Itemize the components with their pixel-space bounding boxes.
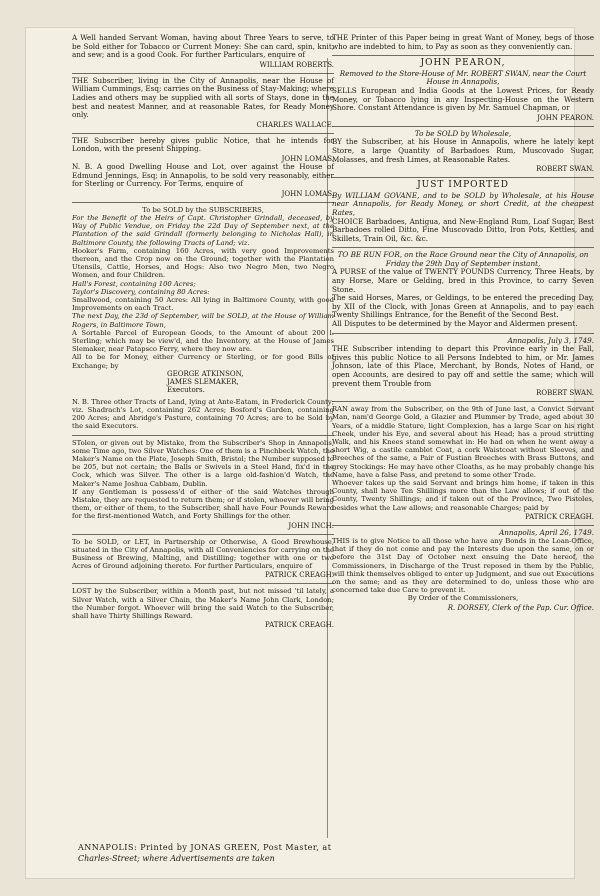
- ad-pearon: [332, 59, 594, 122]
- ad-text: LOST by the Subscriber, within a Month past, but not missed 'til lately, a Silver Watch, with a Silver Chain, the Maker's Name John Clark, London; the Number forgot. Whoever will bring the said Watch to the Subscriber, shall have Thirty Shillings Reward.: [72, 587, 334, 621]
- ad-text: THE Subscriber, living in the City of Annapolis, near the House of William Cummings, Esq; carries on the Business of Stay-Making; where Ladies and others may be supplied with all sorts of Stays, done in the best and neatest Manner, and at reasonable Rates, for Ready Money only.: [72, 75, 334, 120]
- ad-text: If any Gentleman is possess'd of either of the said Watches through Mistake, they are requested to return them; or if stolen, whoever will bring them, or either of them, to the Subscriber, shall have Four Pounds Reward for the first-mentioned Watch, and Forty Shillings for the other.: [72, 487, 334, 521]
- ad-brewhouse: [72, 538, 334, 580]
- ad-text: N. B. A good Dwelling House and Lot, over against the House of Edmund Jennings, Esq; in Annapolis, to be sold very reasonably, either for Sterling or Currency. For Terms, enquire of: [72, 161, 334, 189]
- ad-stay-making: [72, 77, 334, 129]
- ad-order: By Order of the Commissioners,: [407, 594, 519, 603]
- ad-text: Whoever takes up the said Servant and brings him home, if taken in this County, shall have Ten Shillings more than the Law allows; if out of the County, Twenty Shillings; and if taken out of the Province, Two Pistoles, besides what the Law allows; and reasonable Charges; paid by: [332, 479, 594, 512]
- ad-signature: JOHN LOMAS.: [281, 189, 334, 198]
- ad-lomas-notice: [72, 137, 334, 198]
- ad-signature: PATRICK CREAGH.: [265, 621, 334, 630]
- ad-body: Taylor's Discovery, containing 80 Acres:: [72, 287, 210, 296]
- ad-signature: CHARLES WALLACE.: [256, 120, 334, 129]
- ad-heading: To be SOLD by Wholesale,: [414, 128, 512, 138]
- executor-label: Executors.: [167, 385, 205, 394]
- right-column: [332, 34, 594, 616]
- ad-date: Annapolis, July 3, 1749.: [507, 335, 594, 345]
- imprint-footer: [78, 842, 578, 864]
- ad-race-purse: [332, 251, 594, 328]
- ad-loan-office: [332, 529, 594, 612]
- divider: [332, 247, 594, 248]
- ad-heading: To be SOLD by the SUBSCRIBERS,: [142, 205, 264, 214]
- ad-text: THE Printer of this Paper being in great Want of Money, begs of those who are indebted to him, to Pay as soon as they conveniently can.: [332, 33, 594, 51]
- ad-heading: TO BE RUN FOR, on the Race Ground near the City of Annapolis, on Friday the 29th Day of September instant,: [337, 250, 589, 268]
- divider: [72, 534, 334, 535]
- ad-body: Hooker's Farm, containing 160 Acres, with very good Improvements thereon, and the Crop now on the Ground; together with the Plantation Utensils, Cattle, Horses, and Hogs: Also two Negro Men, two Negro Women, and four Children.: [72, 246, 334, 280]
- ad-body: All to be for Money, either Currency or Sterling, or for good Bills of Exchange; by: [72, 353, 334, 370]
- ad-signature: ROBERT SWAN.: [536, 165, 594, 174]
- executor-name: GEORGE ATKINSON,: [167, 369, 244, 378]
- ad-text: SELLS European and India Goods at the Lowest Prices, for Ready Money, or Tobacco lying in any Inspecting-House on the Western Shore. Constant Attendance is given by Mr. Samuel Chapman, or: [332, 85, 594, 113]
- ad-text: BY the Subscriber, at his House in Annapolis, where he lately kept Store, a large Quantity of Barbadoes Rum, Muscovado Sugar, Molasses, and fresh Limes, at Reasonable Rates.: [332, 137, 594, 164]
- imprint-line: ANNAPOLIS: Printed by JONAS GREEN, Post Master, at: [78, 843, 332, 852]
- ad-text: STolen, or given out by Mistake, from the Subscriber's Shop in Annapolis, some Time ago, two Silver Watches: One of them is a Pinchbeck Watch, the Maker's Name on the Plate, Joseph Smith, Bristol; the Number supposed to be 205, but not certain; the Balls or Swivels in a Steel Hand, fix'd in the Cock, which was Silver. The other is a large old-fashion'd Watch, the Maker's Name Joshua Cabbam, Dublin.: [72, 438, 334, 488]
- ad-signature: ROBERT SWAN.: [536, 389, 594, 398]
- ad-stolen-watches: [72, 439, 334, 530]
- ad-signature: JOHN INCH.: [288, 521, 334, 530]
- ad-body: The next Day, the 23d of September, will be SOLD, at the House of William Rogers, in Baltimore Town,: [72, 312, 334, 329]
- ad-date: Annapolis, April 26, 1749.: [499, 527, 594, 537]
- divider: [72, 202, 334, 203]
- ad-text: A Well handed Servant Woman, having about Three Years to serve, to be Sold either for Tobacco or Current Money: She can card, spin, knit, and sew; and is a good Cook. For further Particulars, enquire of: [72, 33, 334, 60]
- divider: [72, 435, 334, 436]
- ad-lost-watch: [72, 587, 334, 629]
- ad-text: A PURSE of the value of TWENTY POUNDS Currency, Three Heats, by any Horse, Mare or Gelding, bred in this Province, to carry Seven Stone.: [332, 267, 594, 294]
- ad-govane-imports: [332, 181, 594, 243]
- ad-heading: JOHN PEARON,: [420, 58, 506, 69]
- ad-text: N. B. Three other Tracts of Land, lying at Ante-Eatam, in Frederick County; viz. Shadrach's Lot, containing 262 Acres; Bosford's Garden, containing 200 Acres; and Abridge's Pasture, containing 70 Acres; are to be Sold by the said Executors.: [72, 397, 334, 431]
- ad-signature: JOHN PEARON.: [537, 113, 594, 122]
- ad-intro: For the Benefit of the Heirs of Capt. Christopher Grindall, deceased, by Way of Public Vendue, on Friday the 22d Day of September next, at the Plantation of the said Grindall (formerly belonging to Nicholas Hall), in Baltimore County, the following Tracts of Land; viz.: [72, 213, 334, 247]
- ad-frederick-lands: [72, 398, 334, 431]
- ad-heading: JUST IMPORTED: [417, 180, 509, 191]
- ad-text: RAN away from the Subscriber, on the 9th of June last, a Convict Servant Man, nam'd George Gold, a Glazier and Plummer by Trade, aged about 30 Years, of a middle Stature, light Complexion, has a large Scar on his right Cheek, under his Eye, and several about his Head; has a proud strutting Walk, and his Knees stand somewhat in: He had on when he went away a short Wig, a castile camblet Coat, a cork Waistcoat without Sleeves, and Breeches of the same, a Pair of Fustian Breeches with Brass Buttons, and grey Stockings: He may have other Cloaths, as he may probably change his Name, have a false Pass, and pretend to some other Trade.: [332, 405, 594, 479]
- newspaper-page: [26, 28, 594, 878]
- ad-text: The said Horses, Mares, or Geldings, to be entered the preceding Day, by XII of the Clock, with Jonas Green at Annapolis, and to pay each Twenty Shillings Entrance, for the Benefit of the Second Best.: [332, 293, 594, 320]
- ad-subheading: By WILLIAM GOVANE, and to be SOLD by Wholesale, at his House near Annapolis, for Ready Money, or short Credit, at the cheapest Rates,: [332, 190, 594, 217]
- ad-body: Hall's Forest, containing 100 Acres;: [72, 279, 196, 288]
- ad-printer-notice: [332, 34, 594, 51]
- imprint-line: Charles-Street; where Advertisements are taken: [78, 854, 275, 863]
- divider: [72, 583, 334, 584]
- ad-text: THE Subscriber hereby gives public Notice, that he intends for London, with the present Shipping.: [72, 135, 334, 154]
- ad-body: A Sortable Parcel of European Goods, to the Amount of about 200 l. Sterling; which may be view'd, and the Inventory, at the House of James Slemaker, near Patapsco Ferry, where they now are.: [72, 328, 334, 354]
- left-column: [72, 34, 334, 633]
- ad-body: Smallwood, containing 50 Acres: All lying in Baltimore County, with good Improvements on each Tract.: [72, 295, 334, 313]
- executors: [167, 370, 334, 394]
- divider: [72, 73, 334, 74]
- ad-grindall-estate: [72, 206, 334, 394]
- ad-signature: R. DORSEY, Clerk of the Pap. Cur. Office.: [447, 603, 594, 612]
- ad-swan-wholesale: [332, 130, 594, 173]
- divider: [332, 177, 594, 178]
- ad-text: CHOICE Barbadoes, Antigua, and New-England Rum, Loaf Sugar, Best Barbadoes rolled Ditto, Fine Muscovado Ditto, Iron Pots, Kettles, and Skillets, Train Oil, &c. &c.: [332, 216, 594, 243]
- ad-text: THIS is to give Notice to all those who have any Bonds in the Loan-Office, that if they do not come and pay the Interests due upon the same, on or before the 31st Day of October next ensuing the Date hereof, the Commissioners, in Discharge of the Trust reposed in them by the Public, will think themselves obliged to enter up Judgment, and sue out Executions on the same; and as they are determined to do, unless those who are concerned take due Care to prevent it.: [332, 537, 594, 595]
- ad-signature: WILLIAM ROBERTS.: [259, 60, 334, 69]
- divider: [332, 126, 594, 127]
- ad-text: To be SOLD, or LET, in Partnership or Otherwise, A Good Brewhouse, situated in the City of Annapolis, with all Conveniencies for carrying on the Business of Brewing, Malting, and Distilling; together with one or two Acres of Ground adjoining thereto. For further Particulars, enquire of: [72, 537, 334, 571]
- ad-signature: PATRICK CREAGH.: [265, 571, 334, 580]
- ad-text: All Disputes to be determined by the Mayor and Aldermen present.: [332, 319, 578, 329]
- divider: [332, 55, 594, 56]
- executor-name: JAMES SLEMAKER,: [167, 377, 239, 386]
- divider: [332, 333, 594, 334]
- ad-signature: PATRICK CREAGH.: [525, 512, 594, 521]
- divider: [332, 401, 594, 402]
- ad-text: THE Subscriber intending to depart this Province early in the Fall, gives this public Notice to all Persons Indebted to him, or Mr. James Johnson, late of this Place, Merchant, by Bonds, Notes of Hand, or open Accounts, are desired to pay off and settle the same; which will prevent them Trouble from: [332, 344, 594, 388]
- ad-subheading: Removed to the Store-House of Mr. ROBERT SWAN, near the Court House in Annapolis,: [339, 68, 587, 87]
- ad-signature: JOHN LOMAS.: [281, 154, 334, 163]
- ad-runaway-servant: [332, 405, 594, 521]
- ad-swan-departure: [332, 337, 594, 398]
- divider: [72, 133, 334, 134]
- divider: [332, 525, 594, 526]
- ad-servant-woman: [72, 34, 334, 69]
